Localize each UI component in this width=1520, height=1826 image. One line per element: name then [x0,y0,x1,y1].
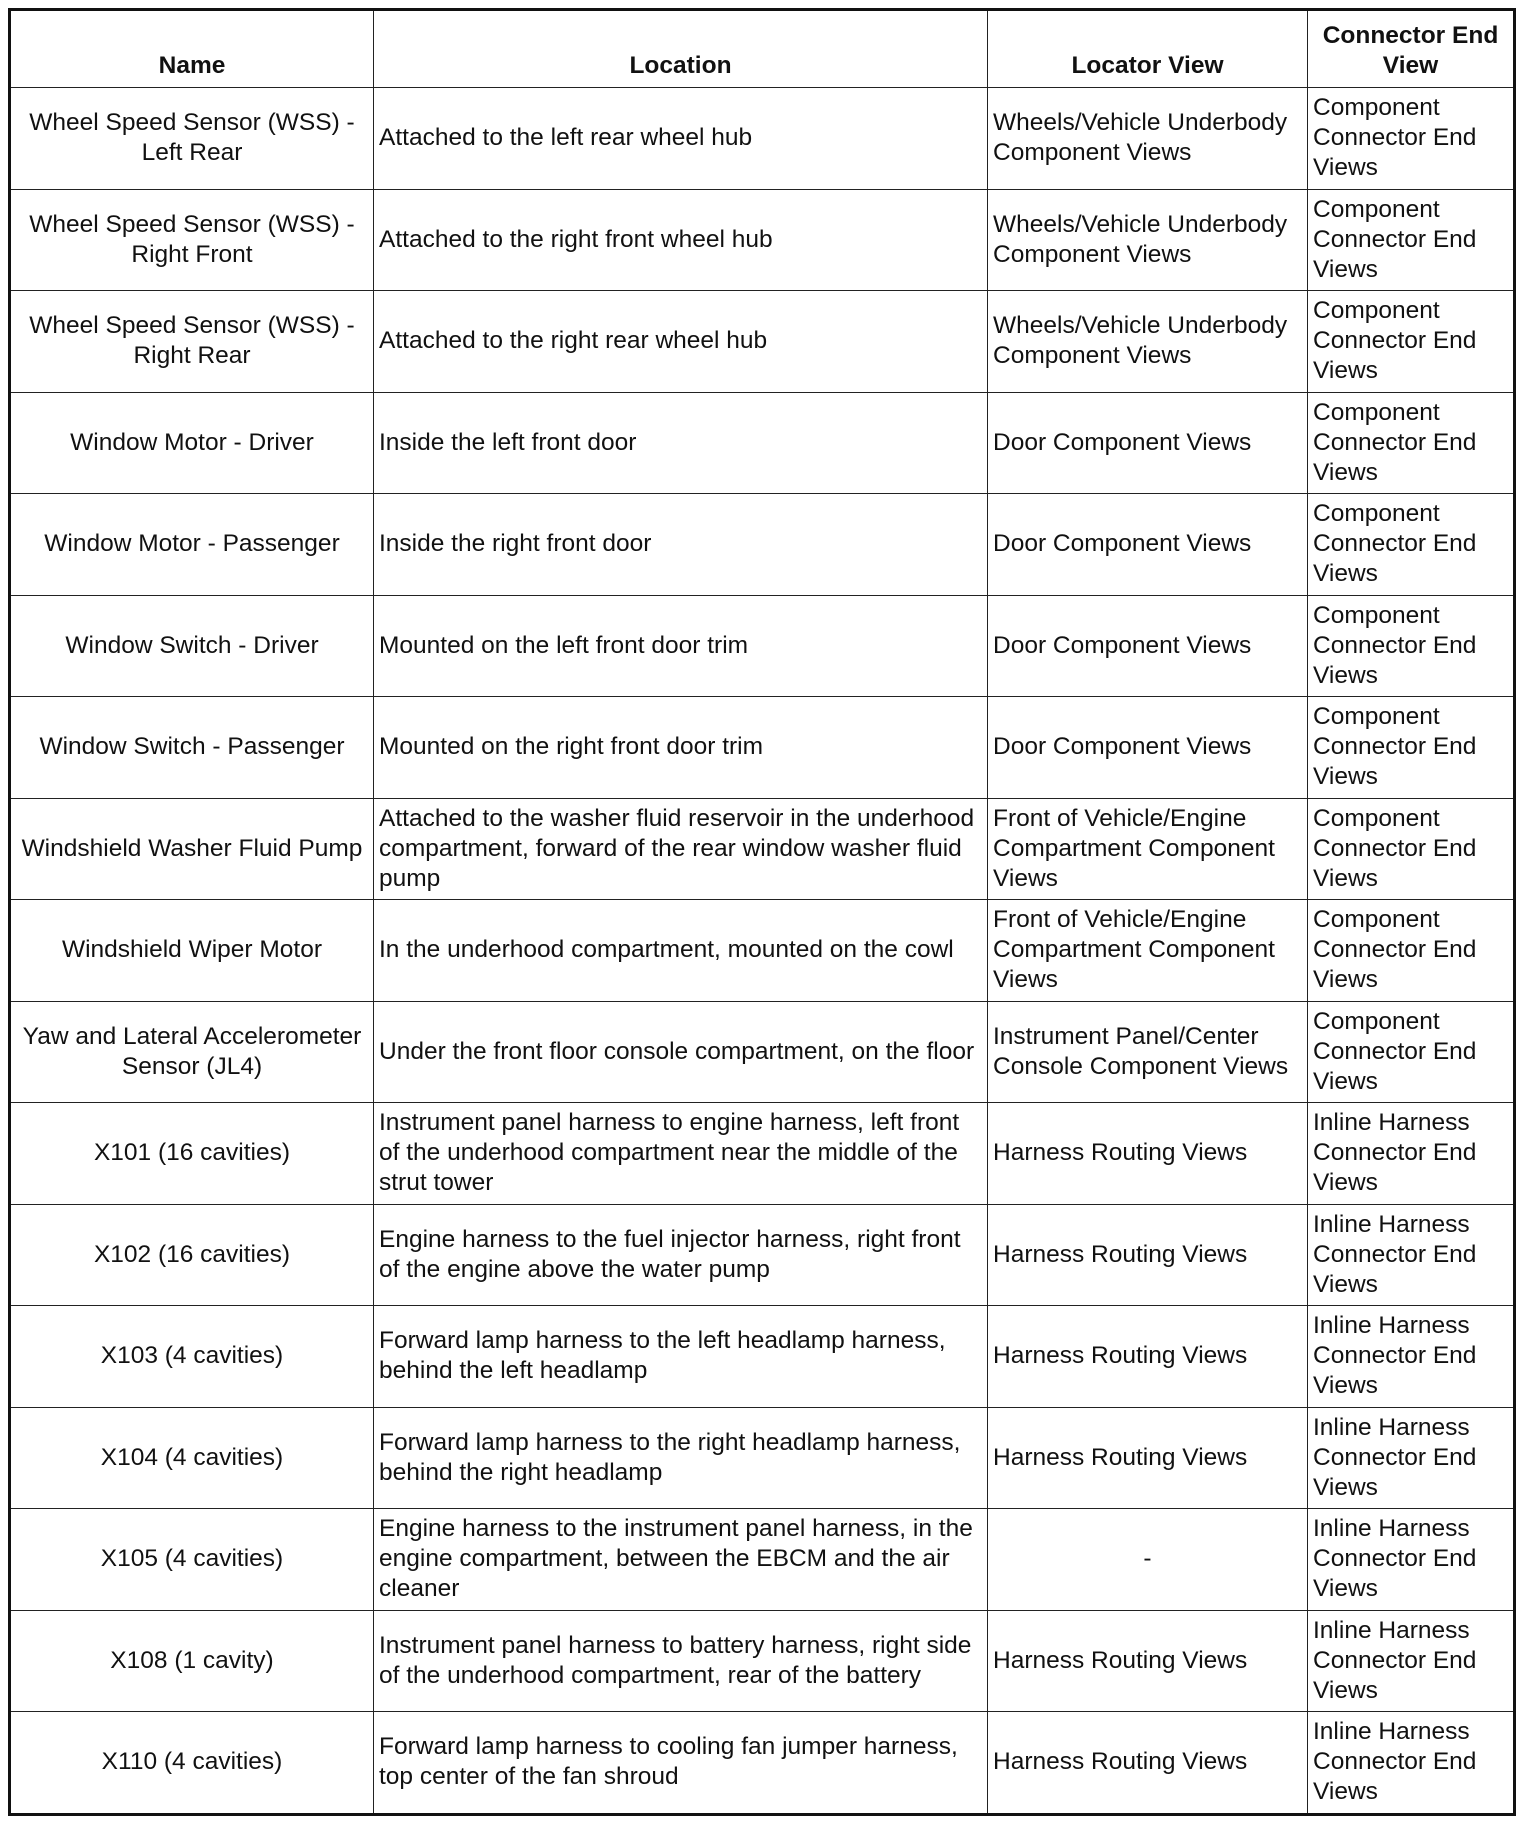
header-connector-end-view: Connector End View [1308,10,1515,88]
component-name-cell: Window Motor - Driver [10,392,374,494]
table-row [10,189,1515,291]
component-name-cell: X108 (1 cavity) [10,1610,374,1712]
locator-view-cell: Door Component Views [988,697,1308,799]
table-row [10,494,1515,596]
header-location: Location [374,10,988,88]
component-name-cell: Wheel Speed Sensor (WSS) - Left Rear [10,88,374,190]
location-cell: Attached to the washer fluid reservoir in the underhood compartment, forward of the rear window washer fluid pump [374,798,988,900]
location-cell: Attached to the left rear wheel hub [374,88,988,190]
connector-end-view-cell: Component Connector End Views [1308,392,1515,494]
location-cell: Mounted on the right front door trim [374,697,988,799]
connector-end-view-cell: Inline Harness Connector End Views [1308,1204,1515,1306]
component-name-cell: X104 (4 cavities) [10,1407,374,1509]
location-cell: Engine harness to the instrument panel harness, in the engine compartment, between the EBCM and the air cleaner [374,1509,988,1611]
header-row [10,10,1515,88]
locator-view-cell: Wheels/Vehicle Underbody Component Views [988,88,1308,190]
connector-end-view-cell: Component Connector End Views [1308,189,1515,291]
component-name-cell: X102 (16 cavities) [10,1204,374,1306]
table-row [10,1001,1515,1103]
connector-end-view-cell: Component Connector End Views [1308,291,1515,393]
component-name-cell: Windshield Washer Fluid Pump [10,798,374,900]
table-row [10,1204,1515,1306]
location-cell: Inside the left front door [374,392,988,494]
location-cell: Instrument panel harness to battery harness, right side of the underhood compartment, rear of the battery [374,1610,988,1712]
location-cell: Forward lamp harness to cooling fan jumper harness, top center of the fan shroud [374,1712,988,1815]
component-name-cell: Window Switch - Driver [10,595,374,697]
connector-end-view-cell: Inline Harness Connector End Views [1308,1407,1515,1509]
locator-view-cell: Front of Vehicle/Engine Compartment Component Views [988,798,1308,900]
table-row [10,1610,1515,1712]
location-cell: In the underhood compartment, mounted on the cowl [374,900,988,1002]
connector-end-view-cell: Component Connector End Views [1308,697,1515,799]
component-name-cell: Wheel Speed Sensor (WSS) - Right Rear [10,291,374,393]
component-name-cell: X103 (4 cavities) [10,1306,374,1408]
connector-end-view-cell: Inline Harness Connector End Views [1308,1712,1515,1815]
table-row [10,1407,1515,1509]
component-name-cell: X110 (4 cavities) [10,1712,374,1815]
connector-end-view-cell: Component Connector End Views [1308,595,1515,697]
location-cell: Under the front floor console compartment, on the floor [374,1001,988,1103]
locator-view-cell: Door Component Views [988,392,1308,494]
locator-view-cell: Wheels/Vehicle Underbody Component Views [988,189,1308,291]
locator-view-cell: - [988,1509,1308,1611]
table-row [10,900,1515,1002]
table-row [10,392,1515,494]
table-row [10,697,1515,799]
locator-view-cell: Harness Routing Views [988,1103,1308,1205]
table-row [10,1103,1515,1205]
component-name-cell: X105 (4 cavities) [10,1509,374,1611]
component-name-cell: Window Switch - Passenger [10,697,374,799]
component-name-cell: X101 (16 cavities) [10,1103,374,1205]
connector-end-view-cell: Component Connector End Views [1308,900,1515,1002]
table-row [10,1306,1515,1408]
locator-view-cell: Harness Routing Views [988,1712,1308,1815]
location-cell: Instrument panel harness to engine harness, left front of the underhood compartment near the middle of the strut tower [374,1103,988,1205]
table-row [10,798,1515,900]
location-cell: Inside the right front door [374,494,988,596]
locator-view-cell: Harness Routing Views [988,1204,1308,1306]
locator-view-cell: Front of Vehicle/Engine Compartment Component Views [988,900,1308,1002]
connector-end-view-cell: Inline Harness Connector End Views [1308,1509,1515,1611]
locator-view-cell: Harness Routing Views [988,1407,1308,1509]
table-row [10,1712,1515,1815]
header-name: Name [10,10,374,88]
locator-view-cell: Instrument Panel/Center Console Component Views [988,1001,1308,1103]
connector-end-view-cell: Component Connector End Views [1308,798,1515,900]
table-row [10,595,1515,697]
connector-end-view-cell: Inline Harness Connector End Views [1308,1610,1515,1712]
component-locator-table [8,8,1516,1816]
table-row [10,88,1515,190]
locator-view-cell: Door Component Views [988,494,1308,596]
component-name-cell: Window Motor - Passenger [10,494,374,596]
connector-end-view-cell: Component Connector End Views [1308,494,1515,596]
locator-view-cell: Harness Routing Views [988,1306,1308,1408]
location-cell: Engine harness to the fuel injector harness, right front of the engine above the water pump [374,1204,988,1306]
location-cell: Attached to the right front wheel hub [374,189,988,291]
table-row [10,1509,1515,1611]
locator-view-cell: Wheels/Vehicle Underbody Component Views [988,291,1308,393]
component-name-cell: Windshield Wiper Motor [10,900,374,1002]
component-name-cell: Yaw and Lateral Accelerometer Sensor (JL4) [10,1001,374,1103]
location-cell: Attached to the right rear wheel hub [374,291,988,393]
locator-view-cell: Door Component Views [988,595,1308,697]
location-cell: Forward lamp harness to the right headlamp harness, behind the right headlamp [374,1407,988,1509]
component-name-cell: Wheel Speed Sensor (WSS) - Right Front [10,189,374,291]
table-row [10,291,1515,393]
connector-end-view-cell: Component Connector End Views [1308,88,1515,190]
connector-end-view-cell: Inline Harness Connector End Views [1308,1306,1515,1408]
location-cell: Mounted on the left front door trim [374,595,988,697]
connector-end-view-cell: Component Connector End Views [1308,1001,1515,1103]
location-cell: Forward lamp harness to the left headlamp harness, behind the left headlamp [374,1306,988,1408]
connector-end-view-cell: Inline Harness Connector End Views [1308,1103,1515,1205]
locator-view-cell: Harness Routing Views [988,1610,1308,1712]
table-body [10,88,1515,1815]
header-locator-view: Locator View [988,10,1308,88]
